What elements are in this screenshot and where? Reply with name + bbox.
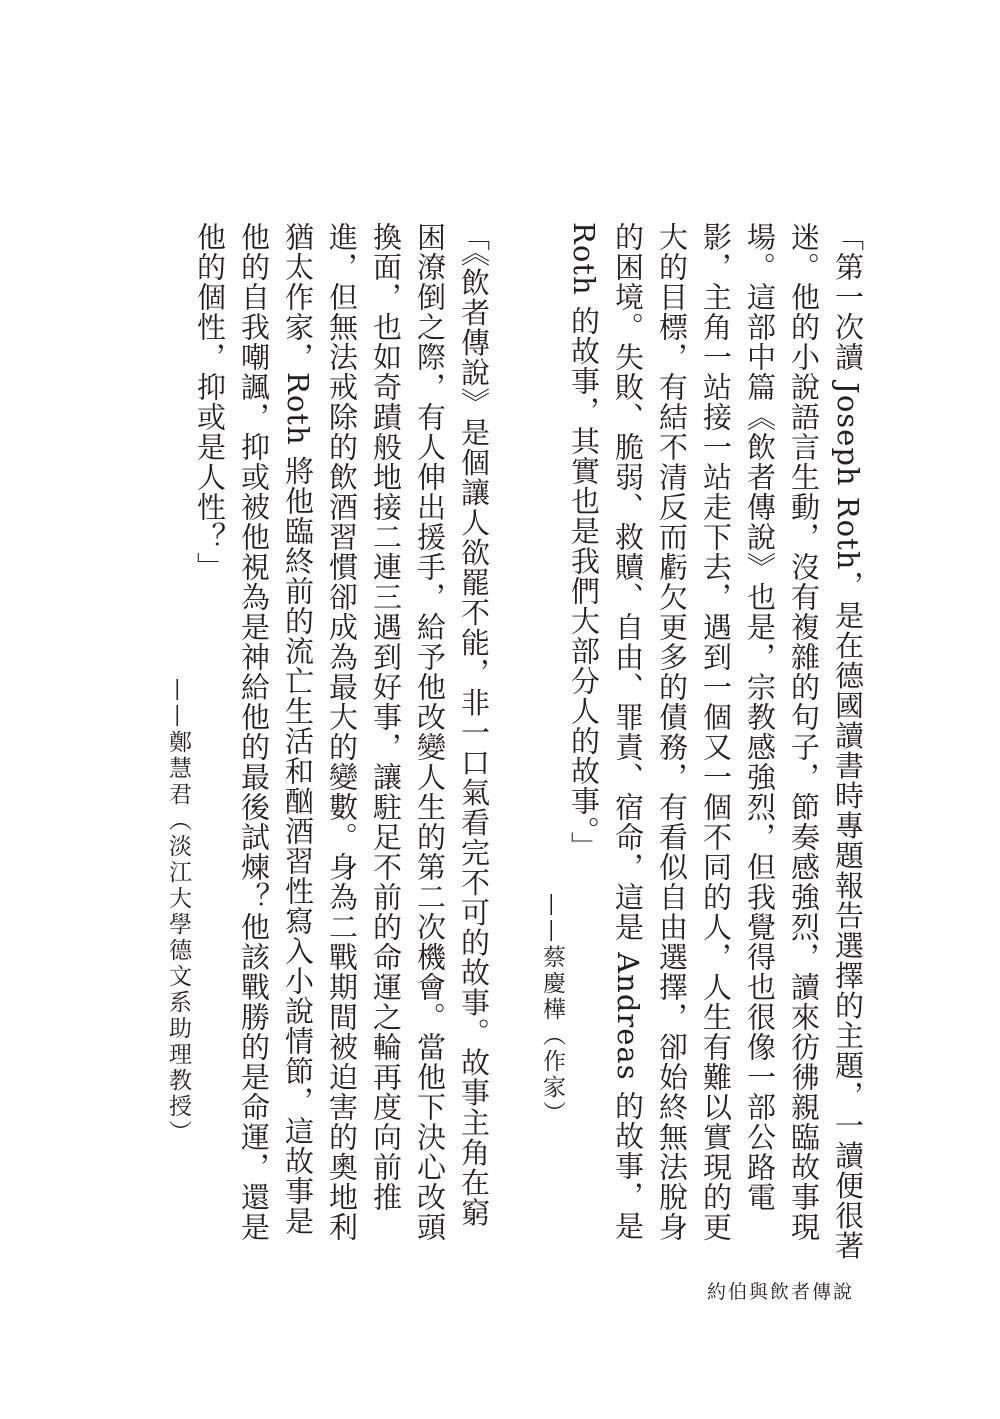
quote2-line-4: 進，但無法戒除的飲酒習慣卻成為最大的變數。身為二戰期間被迫害的奧地利 bbox=[325, 222, 359, 1242]
quote2-line-7: 他的個性，抑或是人性？」 bbox=[193, 222, 227, 582]
quote2-line-2: 困潦倒之際，有人伸出援手，給予他改變人生的第二次機會。當他下決心改頭 bbox=[413, 222, 447, 1242]
quote1-attribution: ——蔡慶樺（作家） bbox=[539, 893, 565, 1127]
quote2-line-1: 「《飲者傳說》是個讓人欲罷不能，非一口氣看完不可的故事。故事主角在窮 bbox=[457, 222, 491, 1228]
quote1-line-2: 迷。他的小說語言生動，沒有複雜的句子，節奏感強烈，讀來彷彿親臨故事現 bbox=[787, 222, 821, 1242]
quote2-line-5: 猶太作家，Roth 將他臨終前的流亡生活和酗酒習性寫入小說情節，這故事是 bbox=[281, 222, 315, 1236]
footer-book-title: 約伯與飲者傳說 bbox=[706, 1281, 854, 1303]
quote1-line-7: Roth 的故事，其實也是我們大部分人的故事。」 bbox=[567, 222, 601, 862]
quote1-line-5: 大的目標，有結不清反而虧欠更多的債務，有看似自由選擇，卻始終無法脫身 bbox=[655, 222, 689, 1242]
quote1-line-1: 「第一次讀 Joseph Roth，是在德國讀書時專題報告選擇的主題，一讀便很著 bbox=[831, 222, 865, 1261]
quote2-line-3: 換面，也如奇蹟般地接二連三遇到好事，讓駐足不前的命運之輪再度向前推 bbox=[369, 222, 403, 1212]
quote2-line-6: 他的自我嘲諷，抑或被他視為是神給他的最後試煉？他該戰勝的是命運，還是 bbox=[237, 222, 271, 1242]
quote2-attribution: ——鄭慧君（淡江大學德文系助理教授） bbox=[165, 678, 191, 1146]
quote1-line-4: 影，主角一站接一站走下去，遇到一個又一個不同的人，人生有難以實現的更 bbox=[699, 222, 733, 1242]
quote1-line-3: 場。這部中篇《飲者傳說》也是，宗教感強烈，但我覺得也很像一部公路電 bbox=[743, 222, 777, 1212]
quote1-line-6: 的困境。失敗、脆弱、救贖、自由、罪責、宿命，這是 Andreas 的故事，是 bbox=[611, 222, 645, 1241]
